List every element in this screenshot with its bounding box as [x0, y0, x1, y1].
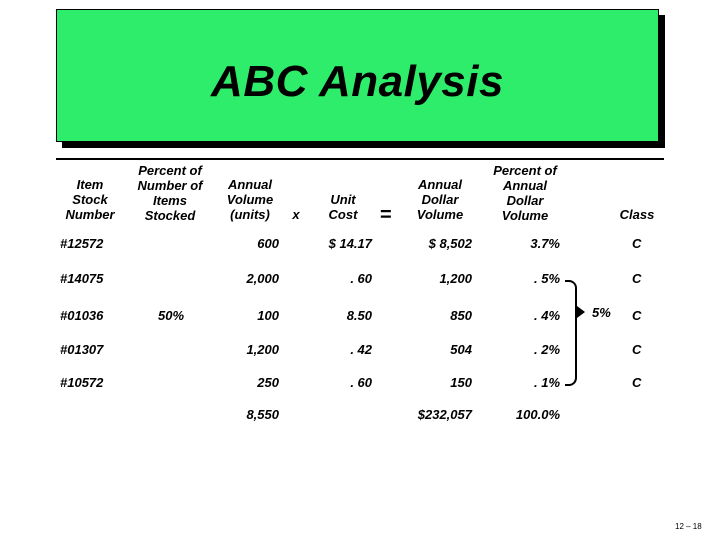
row4-class: C [632, 342, 642, 357]
row3-volume: 100 [257, 308, 279, 323]
header-times: x [292, 207, 300, 222]
row1-dollar: $ 8,502 [428, 236, 472, 251]
row4-pct: . 2% [533, 342, 560, 357]
row1-item: #12572 [60, 236, 104, 251]
row3-item: #01036 [60, 308, 104, 323]
row1-cost: $ 14.17 [328, 236, 372, 251]
header-unit-cost: Unit Cost [328, 192, 358, 222]
row5-cost: . 60 [350, 375, 372, 390]
row2-volume: 2,000 [246, 271, 279, 286]
row1-class: C [632, 236, 642, 251]
header-class: Class [619, 207, 655, 222]
row4-dollar: 504 [450, 342, 472, 357]
header-annual-volume: Annual Volume (units) [226, 177, 274, 222]
row3-cost: 8.50 [346, 308, 372, 323]
equals-sign: = [380, 204, 392, 226]
group-bracket [565, 280, 577, 386]
page-title: ABC Analysis [211, 57, 504, 106]
header-percent-items-stocked: Percent of Number of Items Stocked [137, 163, 203, 223]
row5-class: C [632, 375, 642, 390]
row5-item: #10572 [60, 375, 104, 390]
row5-volume: 250 [257, 375, 279, 390]
dollar-percent-group: 5% [592, 305, 611, 320]
row4-volume: 1,200 [246, 342, 279, 357]
row4-item: #01307 [60, 342, 104, 357]
row2-class: C [632, 271, 642, 286]
row4-cost: . 42 [350, 342, 372, 357]
row3-class: C [632, 308, 642, 323]
total-volume: 8,550 [246, 407, 279, 422]
items-percent-group: 50% [158, 308, 185, 323]
header-annual-dollar-volume: Annual Dollar Volume [416, 177, 464, 222]
row2-item: #14075 [60, 271, 104, 286]
row2-dollar: 1,200 [439, 271, 472, 286]
row3-pct: . 4% [533, 308, 560, 323]
bracket-arrow-icon [577, 306, 585, 318]
header-divider [56, 158, 664, 160]
header-percent-annual-dollar-volume: Percent of Annual Dollar Volume [493, 163, 557, 223]
row5-pct: . 1% [533, 375, 560, 390]
title-banner [56, 9, 659, 142]
row5-dollar: 150 [450, 375, 472, 390]
slide-number: 12 – 18 [675, 522, 702, 531]
total-pct: 100.0% [515, 407, 560, 422]
row1-volume: 600 [257, 236, 279, 251]
total-dollar: $232,057 [417, 407, 472, 422]
row1-pct: 3.7% [530, 236, 560, 251]
row2-cost: . 60 [350, 271, 372, 286]
row2-pct: . 5% [533, 271, 560, 286]
row3-dollar: 850 [450, 308, 472, 323]
header-item-stock-number: Item Stock Number [65, 177, 115, 222]
